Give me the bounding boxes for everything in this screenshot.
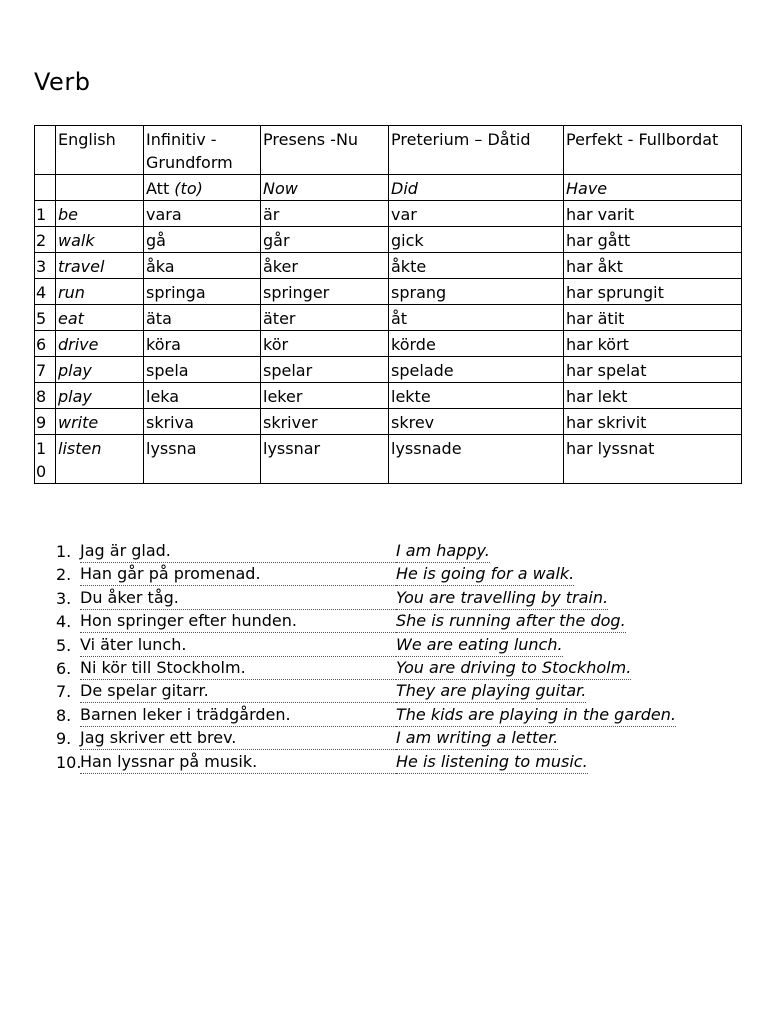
table-header-row [35, 126, 742, 175]
english-translation: You are driving to Stockholm. [396, 657, 631, 680]
present-form: går [261, 227, 389, 253]
present-form: leker [261, 383, 389, 409]
table-row [35, 383, 742, 409]
header-cell-number [35, 126, 56, 175]
past-form: åt [389, 305, 564, 331]
sentence-number: 1. [56, 542, 72, 561]
row-number: 2 [35, 227, 56, 253]
table-row [35, 331, 742, 357]
english-translation: They are playing guitar. [396, 680, 586, 703]
perfect-form: har varit [564, 201, 742, 227]
swedish-sentence: Ni kör till Stockholm. [80, 657, 396, 680]
past-form: lekte [389, 383, 564, 409]
swedish-sentence: De spelar gitarr. [80, 680, 396, 703]
present-form: springer [261, 279, 389, 305]
page-title: Verb [34, 68, 91, 96]
perfect-form: har ätit [564, 305, 742, 331]
english-verb: walk [56, 227, 144, 253]
present-form: skriver [261, 409, 389, 435]
row-number: 9 [35, 409, 56, 435]
perfect-form: har kört [564, 331, 742, 357]
swedish-sentence: Han går på promenad. [80, 563, 396, 586]
infinitive-form: skriva [144, 409, 261, 435]
table-row [35, 227, 742, 253]
row-number: 10 [35, 435, 56, 484]
table-row [35, 409, 742, 435]
row-number: 8 [35, 383, 56, 409]
sentence-number: 9. [56, 729, 72, 749]
english-verb: drive [56, 331, 144, 357]
perfect-form: har lekt [564, 383, 742, 409]
sentence-number: 8. [56, 705, 72, 725]
subheader-cell-present: Now [261, 175, 389, 201]
english-verb: play [56, 357, 144, 383]
infinitive-form: springa [144, 279, 261, 305]
subheader-cell-empty [56, 175, 144, 201]
english-translation: She is running after the dog. [396, 610, 626, 633]
table-row [35, 201, 742, 227]
past-form: skrev [389, 409, 564, 435]
swedish-sentence: Jag skriver ett brev. [80, 727, 396, 750]
header-cell-english: English [56, 126, 144, 175]
sentence-number: 10. [56, 752, 82, 772]
swedish-sentence: Han lyssnar på musik. [80, 751, 396, 774]
header-cell-past: Preterium – Dåtid [389, 126, 564, 175]
english-translation: I am writing a letter. [396, 727, 558, 750]
english-translation: I am happy. [396, 540, 490, 563]
english-translation: We are eating lunch. [396, 634, 563, 657]
table-row [35, 305, 742, 331]
infinitive-form: köra [144, 331, 261, 357]
past-form: spelade [389, 357, 564, 383]
infinitive-form: spela [144, 357, 261, 383]
swedish-sentence: Barnen leker i trädgården. [80, 704, 396, 727]
infinitive-form: gå [144, 227, 261, 253]
perfect-form: har sprungit [564, 279, 742, 305]
perfect-form: har åkt [564, 253, 742, 279]
subheader-infinitive-prefix: Att [146, 179, 175, 198]
table-row [35, 279, 742, 305]
past-form: gick [389, 227, 564, 253]
subheader-cell-empty [35, 175, 56, 201]
table-row [35, 253, 742, 279]
english-translation: You are travelling by train. [396, 587, 608, 610]
infinitive-form: lyssna [144, 435, 261, 484]
english-translation: He is going for a walk. [396, 563, 574, 586]
sentence-number: 6. [56, 658, 72, 678]
subheader-cell-past: Did [389, 175, 564, 201]
english-verb: listen [56, 435, 144, 484]
infinitive-form: leka [144, 383, 261, 409]
present-form: är [261, 201, 389, 227]
swedish-sentence: Jag är glad. [80, 540, 396, 563]
english-verb: eat [56, 305, 144, 331]
english-verb: play [56, 383, 144, 409]
perfect-form: har lyssnat [564, 435, 742, 484]
past-form: lyssnade [389, 435, 564, 484]
table-row [35, 435, 742, 484]
header-cell-infinitive: Infinitiv - Grundform [144, 126, 261, 175]
row-number: 5 [35, 305, 56, 331]
english-verb: write [56, 409, 144, 435]
subheader-cell-perfect: Have [564, 175, 742, 201]
row-number: 1 [35, 201, 56, 227]
english-translation: He is listening to music. [396, 751, 588, 774]
present-form: lyssnar [261, 435, 389, 484]
english-verb: run [56, 279, 144, 305]
english-translation: The kids are playing in the garden. [396, 704, 676, 727]
infinitive-form: åka [144, 253, 261, 279]
infinitive-form: äta [144, 305, 261, 331]
present-form: spelar [261, 357, 389, 383]
sentence-number: 3. [56, 588, 72, 608]
past-form: körde [389, 331, 564, 357]
perfect-form: har gått [564, 227, 742, 253]
header-cell-perfect: Perfekt - Fullbordat [564, 126, 742, 175]
row-number: 3 [35, 253, 56, 279]
english-verb: be [56, 201, 144, 227]
swedish-sentence: Vi äter lunch. [80, 634, 396, 657]
table-row [35, 357, 742, 383]
row-number: 6 [35, 331, 56, 357]
past-form: åkte [389, 253, 564, 279]
english-verb: travel [56, 253, 144, 279]
sentence-number: 2. [56, 565, 72, 585]
past-form: sprang [389, 279, 564, 305]
header-cell-present: Presens -Nu [261, 126, 389, 175]
perfect-form: har spelat [564, 357, 742, 383]
swedish-sentence: Du åker tåg. [80, 587, 396, 610]
row-number: 4 [35, 279, 56, 305]
verb-table [34, 125, 742, 484]
sentence-number: 5. [56, 635, 72, 655]
present-form: kör [261, 331, 389, 357]
sentence-number: 4. [56, 612, 72, 632]
perfect-form: har skrivit [564, 409, 742, 435]
subheader-infinitive-note: (to) [174, 179, 203, 198]
sentence-number: 7. [56, 682, 72, 702]
infinitive-form: vara [144, 201, 261, 227]
table-subheader-row [35, 175, 742, 201]
past-form: var [389, 201, 564, 227]
present-form: åker [261, 253, 389, 279]
row-number: 7 [35, 357, 56, 383]
present-form: äter [261, 305, 389, 331]
swedish-sentence: Hon springer efter hunden. [80, 610, 396, 633]
subheader-cell-infinitive [144, 175, 261, 201]
